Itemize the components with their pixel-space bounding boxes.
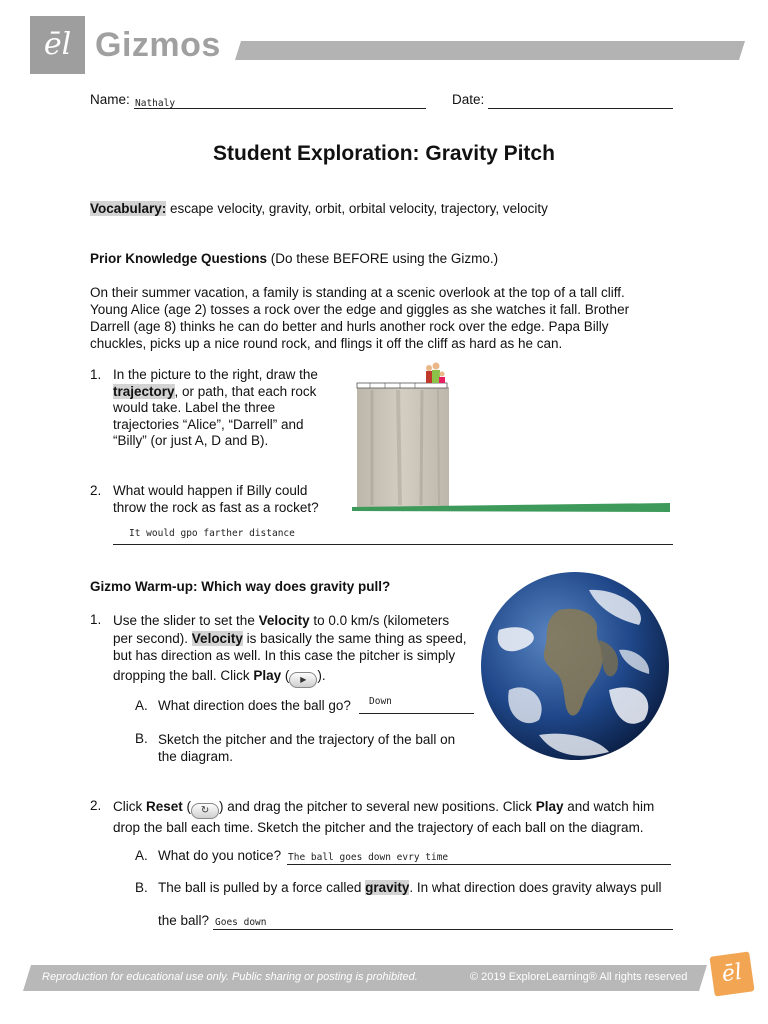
- warmup-q1-line: [113, 630, 483, 648]
- answer-text: Down: [369, 696, 392, 707]
- answer-field[interactable]: [113, 527, 673, 545]
- play-label: Play: [535, 799, 564, 814]
- warmup-q2a-text: What do you notice?: [158, 848, 282, 863]
- vocabulary-label: Vocabulary:: [90, 201, 167, 216]
- prior-line: Darrell (age 8) thinks he can do better and hurls another rock over the edge. Papa Billy: [90, 319, 609, 334]
- option-letter: B.: [135, 731, 148, 746]
- name-field[interactable]: [134, 94, 426, 109]
- answer-text: It would gpo farther distance: [129, 528, 295, 539]
- prior-paragraph: [90, 284, 629, 352]
- warmup-q1-line: [113, 667, 483, 688]
- footer-notice: Reproduction for educational use only. Public sharing or posting is prohibited.: [42, 971, 418, 983]
- answer-text: Goes down: [215, 917, 267, 928]
- warmup-q1-line: but has direction as well. In this case the pitcher is simply: [113, 648, 456, 663]
- footer-copyright: © 2019 ExploreLearning® All rights reserved: [470, 971, 688, 983]
- cliff-illustration: [350, 360, 675, 516]
- vocabulary: [90, 201, 548, 216]
- term-trajectory: trajectory: [113, 383, 175, 399]
- warmup-q1-line: [113, 612, 483, 630]
- question-number: 2.: [90, 483, 102, 498]
- name-label: Name:: [90, 92, 130, 107]
- prior-q2-line: What would happen if Billy could: [113, 483, 308, 498]
- option-letter: A.: [135, 848, 148, 863]
- warmup-q2-line: [113, 798, 654, 819]
- prior-line: On their summer vacation, a family is standing at a scenic overlook at the top of a tall cliff.: [90, 285, 625, 300]
- warmup-q2b-line2: the ball?: [158, 913, 210, 928]
- prior-line: Young Alice (age 2) tosses a rock over the edge and giggles as she watches it fall. Brother: [90, 302, 630, 317]
- option-letter: A.: [135, 698, 148, 713]
- explorelearning-logo: [709, 951, 754, 996]
- term-gravity: gravity: [365, 880, 410, 895]
- question-number: 1.: [90, 367, 102, 382]
- warmup-q1: [113, 612, 483, 688]
- text: ).: [317, 667, 326, 683]
- gizmos-logo: [30, 16, 85, 74]
- footer-logo-glyph: ēl: [720, 959, 744, 988]
- play-icon: ▶: [289, 672, 317, 688]
- logo-glyph: ēl: [43, 27, 72, 62]
- answer-text: The ball goes down evry time: [288, 852, 449, 863]
- date-field[interactable]: [488, 94, 673, 109]
- prior-q1-line: would take. Label the three: [113, 400, 276, 415]
- text: Use the slider to set the: [113, 613, 259, 628]
- vocabulary-text: escape velocity, gravity, orbit, orbital velocity, trajectory, velocity: [166, 201, 548, 216]
- warmup-heading: Gizmo Warm-up: Which way does gravity pull?: [90, 579, 391, 594]
- prior-q2: [113, 483, 319, 516]
- brand-name: Gizmos: [95, 26, 221, 64]
- earth-image: [479, 570, 671, 762]
- text: is basically the same thing as speed,: [242, 630, 467, 646]
- prior-q1-line: trajectories “Alice”, “Darrell” and: [113, 416, 304, 432]
- header-bar: [235, 41, 745, 60]
- text: Click: [113, 799, 146, 814]
- text: to 0.0 km/s (kilometers: [309, 613, 450, 628]
- text: . In what direction does gravity always pull: [409, 880, 662, 895]
- term-velocity: Velocity: [191, 630, 243, 646]
- warmup-q1b: [158, 731, 455, 765]
- prior-q1: [113, 367, 318, 450]
- prior-q1-text: , or path, that each rock: [174, 383, 317, 399]
- prior-q1-line: “Billy” (or just A, D and B).: [113, 433, 269, 448]
- text: (: [182, 799, 192, 814]
- text: (: [281, 667, 290, 683]
- prior-heading-sub: (Do these BEFORE using the Gizmo.): [267, 251, 499, 266]
- question-number: 2.: [90, 798, 102, 813]
- warmup-q2-line: drop the ball each time. Sketch the pitcher and the trajectory of each ball on the diagram.: [113, 820, 644, 835]
- text: and watch him: [563, 799, 655, 814]
- prior-line: chuckles, picks up a nice round rock, and flings it off the cliff as hard as he can.: [90, 336, 563, 351]
- warmup-q1a-text: What direction does the ball go?: [158, 698, 351, 713]
- prior-heading: [90, 251, 498, 266]
- option-letter: B.: [135, 880, 148, 895]
- reset-label: Reset: [146, 799, 183, 814]
- text: The ball is pulled by a force called: [158, 880, 366, 895]
- answer-field[interactable]: [213, 915, 673, 930]
- question-number: 1.: [90, 612, 102, 627]
- text: per second).: [113, 630, 192, 646]
- railing: [357, 383, 447, 388]
- answer-field[interactable]: [287, 850, 671, 865]
- answer-field[interactable]: [359, 698, 474, 714]
- warmup-q1b-line: Sketch the pitcher and the trajectory of the ball on: [158, 732, 456, 747]
- warmup-q2b-line1: [158, 880, 662, 895]
- prior-q1-line: [113, 384, 318, 401]
- name-value: Nathaly: [135, 98, 176, 109]
- prior-q1-line: In the picture to the right, draw the: [113, 367, 318, 382]
- warmup-q1b-line: the diagram.: [158, 749, 234, 764]
- text: dropping the ball. Click: [113, 667, 254, 683]
- prior-heading-title: Prior Knowledge Questions: [90, 251, 268, 266]
- term-velocity: Velocity: [258, 613, 310, 628]
- family-figures: [426, 363, 445, 384]
- text: ) and drag the pitcher to several new positions. Click: [219, 799, 536, 814]
- reset-icon: ↻: [191, 803, 219, 819]
- play-label: Play: [253, 667, 282, 683]
- date-label: Date:: [452, 92, 485, 107]
- warmup-q2: [113, 798, 654, 837]
- prior-q2-line: throw the rock as fast as a rocket?: [113, 499, 319, 515]
- page-title: Student Exploration: Gravity Pitch: [213, 142, 555, 165]
